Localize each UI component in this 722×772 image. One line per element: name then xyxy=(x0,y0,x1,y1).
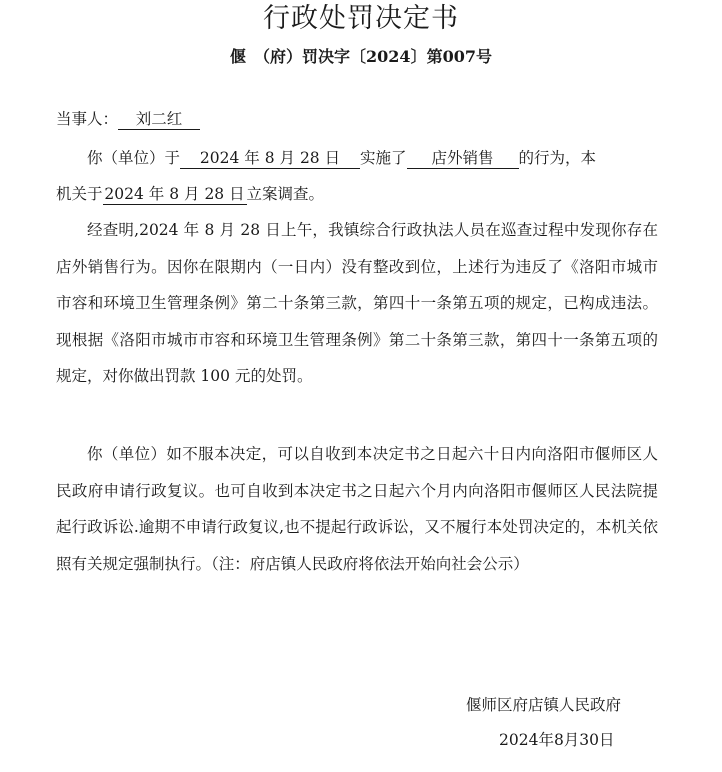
intro-line2-prefix: 机关于 xyxy=(56,185,103,203)
intro-case-date: 2024 年 8 月 28 日 xyxy=(104,185,245,203)
remedy-paragraph: 你（单位）如不服本决定，可以自收到本决定书之日起六十日内向洛阳市偃师区人民政府申请行政复议。也可自收到本决定书之日起六个月内向洛阳市偃师区人民法院提起行政诉讼.逾期不申请行政复议,也不提起行政诉讼，又不履行本处罚决定的，本机关依照有关规定强制执行。（注：府店镇人民政府将依法开始向社会公示） xyxy=(56,445,658,573)
findings-paragraph: 经查明,2024 年 8 月 28 日上午，我镇综合行政执法人员在巡查过程中发现你存在店外销售行为。因你在限期内（一日内）没有整改到位，上述行为违反了《洛阳市城市市容和环境卫生管理条例》第二十条第三款，第四十一条第五项的规定，已构成违法。现根据《洛阳市城市市容和环境卫生管理条例》第二十条第三款，第四十一条第五项的规定，对你做出罚款 100 元的处罚。 xyxy=(56,221,658,386)
intro-date: 2024 年 8 月 28 日 xyxy=(180,148,360,169)
intro-line2-suffix: 立案调查。 xyxy=(246,185,325,203)
intro-suffix: 的行为，本 xyxy=(518,149,597,167)
intro-act: 店外销售 xyxy=(407,148,519,169)
intro-prefix: 你（单位）于 xyxy=(87,149,181,167)
intro-line-2 xyxy=(56,182,324,206)
party-label: 当事人： xyxy=(56,110,119,128)
document-number: 偃 （府）罚决字〔2024〕第007号 xyxy=(230,47,492,66)
intro-line-1 xyxy=(87,146,596,170)
party-name: 刘二红 xyxy=(118,109,200,130)
signature-date: 2024年8月30日 xyxy=(499,731,615,749)
document-title: 行政处罚决定书 xyxy=(263,3,459,34)
party-line xyxy=(56,107,200,131)
signature-organization: 偃师区府店镇人民政府 xyxy=(466,696,622,714)
intro-mid: 实施了 xyxy=(360,149,407,167)
